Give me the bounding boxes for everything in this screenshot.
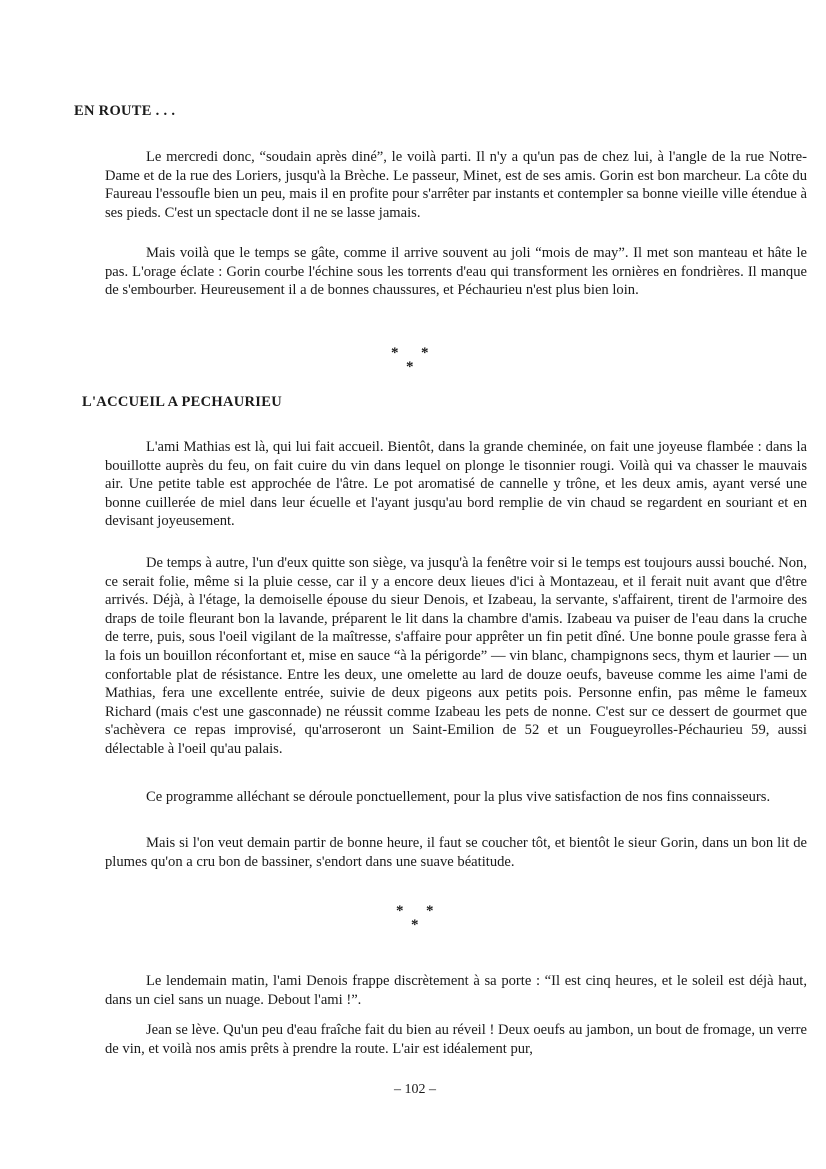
asterisk: * (391, 345, 399, 361)
asterism-separator (396, 904, 436, 932)
asterisk: * (421, 345, 429, 361)
page-number: – 102 – (394, 1082, 436, 1097)
paragraph: Mais voilà que le temps se gâte, comme il arrive souvent au joli “mois de may”. Il met son manteau et hâte le pas. L'orage éclate : Gorin courbe l'échine sous les torrents d'eau qui transforment les ornières en fondrières. Il manque de s'embourber. Heureusement il a de bonnes chaussures, et Péchaurieu n'est plus bien loin. (105, 245, 807, 299)
asterisk: * (406, 359, 414, 375)
section-heading-accueil: L'ACCUEIL A PECHAURIEU (82, 394, 282, 410)
asterism-separator (391, 346, 431, 374)
paragraph: L'ami Mathias est là, qui lui fait accueil. Bientôt, dans la grande cheminée, on fait une joyeuse flambée : dans la bouillotte auprès du feu, on fait cuire du vin dans lequel on plonge le tisonnier rougi. Voilà qui va chasser le mauvais air. Une petite table est approchée de l'âtre. Le pot aromatisé de cannelle y trône, et les deux amis, ayant versé une bonne cuillerée de miel dans leur écuelle et l'ayant jusqu'au bord remplie de vin chaud se regardent en souriant et en devisant joyeusement. (105, 439, 807, 530)
section-heading-en-route: EN ROUTE . . . (74, 103, 176, 119)
asterisk: * (426, 903, 434, 919)
paragraph: Mais si l'on veut demain partir de bonne heure, il faut se coucher tôt, et bientôt le sieur Gorin, dans un bon lit de plumes qu'on a cru bon de bassiner, s'endort dans une suave béatitude. (105, 835, 807, 870)
asterisk: * (411, 917, 419, 933)
paragraph: Jean se lève. Qu'un peu d'eau fraîche fait du bien au réveil ! Deux oeufs au jambon, un bout de fromage, un verre de vin, et voilà nos amis prêts à prendre la route. L'air est idéalement pur, (105, 1022, 807, 1057)
paragraph: Le lendemain matin, l'ami Denois frappe discrètement à sa porte : “Il est cinq heures, et le soleil est déjà haut, dans un ciel sans un nuage. Debout l'ami !”. (105, 973, 807, 1008)
paragraph: De temps à autre, l'un d'eux quitte son siège, va jusqu'à la fenêtre voir si le temps est toujours aussi bouché. Non, ce serait folie, même si la pluie cesse, car il y a encore deux lieues d'ici à Montazeau, et il ferait nuit avant que d'être arrivés. Déjà, à l'étage, la demoiselle épouse du sieur Denois, et Izabeau, la servante, s'affairent, tirent de l'armoire des draps de toile fleurant bon la lavande, préparent le lit dans la chambre d'amis. Izabeau va puiser de l'eau dans la cruche de terre, puis, sous l'oeil vigilant de la maîtresse, s'affaire pour apprêter un fin petit dîné. Une bonne poule grasse fera à la fois un bouillon réconfortant et, mise en sauce “à la périgorde” — vin blanc, champignons secs, thym et laurier — un confortable plat de résistance. Entre les deux, une omelette au lard de douze oeufs, baveuse comme les aime l'ami de Mathias, fera une excellente entrée, suivie de deux pigeons aux petits pois. Personne enfin, pas même le fameux Richard (mais c'est une gasconnade) ne réussit comme Izabeau les pets de nonne. C'est sur ce dessert de gourmet que s'achèvera ce repas improvisé, qu'arroseront un Saint-Emilion de 52 et un Fougueyrolles-Péchaurieu 59, aussi délectable à l'oeil qu'au palais. (105, 555, 807, 757)
paragraph: Le mercredi donc, “soudain après diné”, le voilà parti. Il n'y a qu'un pas de chez lui, à l'angle de la rue Notre-Dame et de la rue des Loriers, jusqu'à la Brèche. Le passeur, Minet, est de ses amis. Gorin est bon marcheur. La côte du Faureau l'essoufle bien un peu, mais il en profite pour s'arrêter par instants et contempler sa bonne vieille ville étendue à ses pieds. C'est un spectacle dont il ne se lasse jamais. (105, 149, 807, 221)
paragraph: Ce programme alléchant se déroule ponctuellement, pour la plus vive satisfaction de nos fins connaisseurs. (146, 789, 771, 805)
asterisk: * (396, 903, 404, 919)
